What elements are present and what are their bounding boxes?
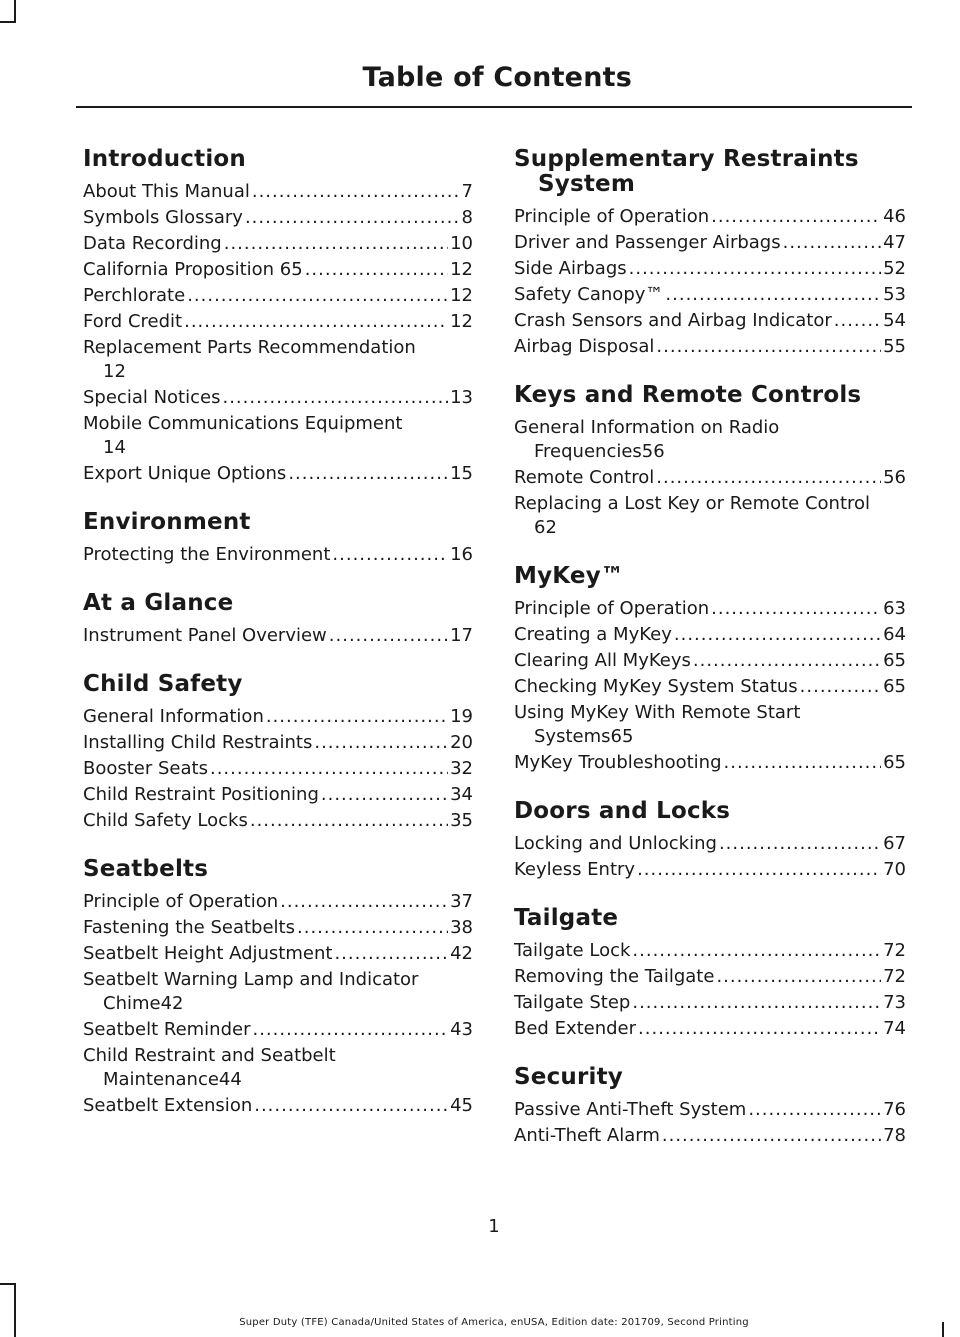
toc-entry[interactable] [514, 1124, 906, 1148]
dot-leader [719, 832, 881, 856]
dot-leader [748, 1098, 881, 1122]
toc-entry-label: About This Manual [83, 181, 250, 202]
dot-leader [250, 809, 448, 833]
toc-entry-page: 16 [450, 544, 473, 565]
dot-leader [629, 257, 881, 281]
dot-leader [254, 1094, 448, 1118]
toc-entry-page: 65 [610, 726, 634, 747]
dot-leader [184, 310, 448, 334]
toc-entry-label: Instrument Panel Overview [83, 625, 327, 646]
toc-section [514, 906, 906, 1041]
section-title-text: At a Glance [83, 590, 234, 616]
toc-entry-continuation-line [83, 992, 473, 1016]
toc-entry-label: Export Unique Options [83, 463, 287, 484]
dot-leader [222, 386, 448, 410]
toc-entry-page: 65 [883, 676, 906, 697]
dot-leader [305, 258, 448, 282]
toc-entry-label: Replacing a Lost Key or Remote Control [514, 493, 871, 514]
toc-entry-continuation-line [83, 436, 473, 460]
toc-entry-continuation-line [514, 440, 906, 464]
toc-entry-label: Anti-Theft Alarm [514, 1125, 660, 1146]
toc-entry-page: 73 [883, 992, 906, 1013]
toc-entry[interactable] [514, 939, 906, 963]
toc-entry-page: 43 [450, 1019, 473, 1040]
toc-entry-page: 35 [450, 810, 473, 831]
toc-entry-label: Creating a MyKey [514, 624, 672, 645]
toc-section [83, 147, 473, 486]
toc-entry[interactable] [83, 180, 473, 204]
toc-entry[interactable] [83, 462, 473, 486]
toc-entry[interactable] [514, 231, 906, 255]
toc-entry-label: Bed Extender [514, 1018, 637, 1039]
page-title: Table of Contents [362, 62, 632, 93]
toc-entry-label: Seatbelt Reminder [83, 1019, 251, 1040]
toc-entry-page: 13 [450, 387, 473, 408]
toc-entry-page: 37 [450, 891, 473, 912]
dot-leader [656, 466, 881, 490]
dot-leader [252, 1018, 448, 1042]
toc-entry[interactable] [514, 257, 906, 281]
section-title [83, 591, 473, 616]
dot-leader [674, 623, 881, 647]
toc-entry-page: 14 [103, 437, 126, 458]
toc-entry-page: 7 [461, 181, 473, 202]
toc-entry[interactable] [514, 858, 906, 882]
toc-entry-label: Airbag Disposal [514, 336, 655, 357]
toc-entry-label: General Information on Radio [514, 417, 780, 438]
toc-section [514, 383, 906, 540]
toc-entry-label-continuation: Chime [103, 993, 161, 1014]
toc-entry[interactable] [514, 623, 906, 647]
toc-entry-label: California Proposition 65 [83, 259, 303, 280]
toc-section [514, 1065, 906, 1148]
toc-entry-page: 8 [461, 207, 473, 228]
toc-section [514, 799, 906, 882]
section-title [514, 564, 906, 589]
dot-leader [638, 1017, 881, 1041]
toc-entry-page: 62 [534, 517, 557, 538]
dot-leader [665, 283, 881, 307]
section-title [514, 1065, 906, 1090]
toc-entry-label: Special Notices [83, 387, 221, 408]
toc-entry[interactable] [83, 942, 473, 966]
dot-leader [297, 916, 448, 940]
dot-leader [187, 284, 448, 308]
crop-mark [0, 1283, 16, 1285]
dot-leader [716, 965, 881, 989]
toc-entry-label: Principle of Operation [83, 891, 279, 912]
dot-leader [834, 309, 881, 333]
toc-entry[interactable] [83, 968, 473, 1016]
toc-entry[interactable] [514, 597, 906, 621]
toc-entry[interactable] [83, 258, 473, 282]
toc-entry-label: Seatbelt Warning Lamp and Indicator [83, 969, 419, 990]
toc-entry-page: 56 [641, 441, 665, 462]
toc-entry-page: 78 [883, 1125, 906, 1146]
toc-entry-label: Tailgate Lock [514, 940, 631, 961]
toc-entry[interactable] [83, 1044, 473, 1092]
toc-entry[interactable] [83, 412, 473, 460]
toc-entry[interactable] [514, 832, 906, 856]
section-title-text: Supplementary Restraints [514, 146, 859, 172]
toc-section [83, 672, 473, 833]
toc-section [514, 564, 906, 775]
section-title-text: Keys and Remote Controls [514, 382, 862, 408]
section-title [83, 672, 473, 697]
section-title [514, 799, 906, 824]
toc-entry-label-continuation: Systems [534, 726, 611, 747]
toc-section [83, 857, 473, 1118]
toc-entry-label: Fastening the Seatbelts [83, 917, 295, 938]
dot-leader [329, 624, 448, 648]
toc-entry-label: Ford Credit [83, 311, 183, 332]
toc-entry-page: 32 [450, 758, 473, 779]
toc-entry-label: Tailgate Step [514, 992, 631, 1013]
section-title-text: Doors and Locks [514, 798, 731, 824]
toc-entry[interactable] [514, 205, 906, 229]
toc-entry-page: 52 [883, 258, 906, 279]
toc-entry[interactable] [83, 705, 473, 729]
toc-entry-label: Principle of Operation [514, 206, 710, 227]
toc-entry-label: Passive Anti-Theft System [514, 1099, 747, 1120]
toc-entry-label-continuation: Maintenance [103, 1069, 219, 1090]
toc-entry-page: 10 [450, 233, 473, 254]
toc-section [83, 591, 473, 648]
toc-entry-page: 12 [450, 311, 473, 332]
toc-entry-page: 74 [883, 1018, 906, 1039]
toc-entry[interactable] [83, 809, 473, 833]
toc-entry-label: Seatbelt Height Adjustment [83, 943, 333, 964]
toc-entry[interactable] [83, 206, 473, 230]
toc-entry-label: Child Restraint and Seatbelt [83, 1045, 336, 1066]
toc-entry-label: Checking MyKey System Status [514, 676, 798, 697]
toc-entry-page: 64 [883, 624, 906, 645]
dot-leader [800, 675, 881, 699]
toc-entry-page: 12 [103, 361, 126, 382]
dot-leader [224, 232, 448, 256]
dot-leader [693, 649, 881, 673]
toc-entry-label: Child Restraint Positioning [83, 784, 319, 805]
dot-leader [711, 597, 881, 621]
dot-leader [334, 942, 448, 966]
toc-entry-page: 46 [883, 206, 906, 227]
dot-leader [632, 939, 881, 963]
toc-entry-page: 12 [450, 259, 473, 280]
dot-leader [656, 335, 881, 359]
section-title [514, 147, 906, 197]
crop-mark [14, 0, 16, 22]
toc-entry-label: Installing Child Restraints [83, 732, 313, 753]
toc-entry-continuation-line [83, 1068, 473, 1092]
toc-entry[interactable] [514, 416, 906, 464]
toc-entry[interactable] [514, 701, 906, 749]
toc-entry-label: Using MyKey With Remote Start [514, 702, 801, 723]
toc-entry[interactable] [83, 386, 473, 410]
toc-entry[interactable] [83, 310, 473, 334]
dot-leader [288, 462, 448, 486]
dot-leader [280, 890, 448, 914]
toc-entry-page: 12 [450, 285, 473, 306]
toc-entry-page: 38 [450, 917, 473, 938]
toc-entry-label: Principle of Operation [514, 598, 710, 619]
dot-leader [252, 180, 460, 204]
section-title [83, 510, 473, 535]
dot-leader [314, 731, 448, 755]
section-title-continuation: System [538, 171, 636, 197]
toc-entry[interactable] [514, 1098, 906, 1122]
toc-entry[interactable] [83, 757, 473, 781]
toc-left-column [83, 147, 473, 1120]
toc-section [83, 510, 473, 567]
toc-section [514, 147, 906, 359]
toc-entry-page: 53 [883, 284, 906, 305]
toc-entry[interactable] [83, 1094, 473, 1118]
dot-leader [321, 783, 448, 807]
toc-entry-page: 70 [883, 859, 906, 880]
toc-entry[interactable] [514, 1017, 906, 1041]
section-title-text: Seatbelts [83, 856, 209, 882]
dot-leader [662, 1124, 881, 1148]
dot-leader [711, 205, 881, 229]
toc-entry-page: 20 [450, 732, 473, 753]
toc-entry-label: Child Safety Locks [83, 810, 248, 831]
toc-entry[interactable] [83, 731, 473, 755]
toc-entry[interactable] [514, 675, 906, 699]
toc-entry-page: 65 [883, 650, 906, 671]
toc-entry[interactable] [514, 492, 906, 540]
toc-entry[interactable] [83, 543, 473, 567]
toc-entry-page: 19 [450, 706, 473, 727]
section-title [83, 147, 473, 172]
toc-entry-continuation-line [514, 725, 906, 749]
toc-right-column [514, 147, 906, 1150]
toc-entry-page: 67 [883, 833, 906, 854]
toc-entry[interactable] [514, 283, 906, 307]
toc-entry-continuation-line [83, 360, 473, 384]
toc-entry-label: Replacement Parts Recommendation [83, 337, 416, 358]
toc-entry-label: Removing the Tailgate [514, 966, 715, 987]
toc-entry-page: 42 [160, 993, 184, 1014]
section-title [514, 383, 906, 408]
toc-entry-page: 44 [218, 1069, 242, 1090]
toc-entry[interactable] [83, 284, 473, 308]
toc-entry-label: Remote Control [514, 467, 655, 488]
footer-edition-text: Super Duty (TFE) Canada/United States of America, enUSA, Edition date: 201709, Second Printing [239, 1317, 749, 1328]
toc-entry-label: Booster Seats [83, 758, 208, 779]
toc-entry[interactable] [514, 335, 906, 359]
toc-entry-label: Seatbelt Extension [83, 1095, 253, 1116]
toc-entry[interactable] [83, 890, 473, 914]
dot-leader [637, 858, 881, 882]
toc-entry-label: Mobile Communications Equipment [83, 413, 403, 434]
toc-entry[interactable] [514, 309, 906, 333]
toc-entry[interactable] [83, 624, 473, 648]
toc-entry-label: Driver and Passenger Airbags [514, 232, 781, 253]
toc-entry-label: Safety Canopy™ [514, 284, 664, 305]
toc-entry[interactable] [83, 336, 473, 384]
toc-entry-label: Locking and Unlocking [514, 833, 717, 854]
section-title [514, 906, 906, 931]
toc-entry[interactable] [83, 232, 473, 256]
section-title-text: Child Safety [83, 671, 243, 697]
toc-entry[interactable] [514, 965, 906, 989]
dot-leader [783, 231, 881, 255]
toc-entry-label: Protecting the Environment [83, 544, 331, 565]
dot-leader [245, 206, 460, 230]
toc-entry-label: Crash Sensors and Airbag Indicator [514, 310, 832, 331]
toc-entry[interactable] [514, 649, 906, 673]
toc-entry[interactable] [514, 466, 906, 490]
toc-entry-label: Perchlorate [83, 285, 186, 306]
toc-entry-label-continuation: Frequencies [534, 441, 642, 462]
section-title-text: Environment [83, 509, 251, 535]
section-title-text: MyKey™ [514, 563, 625, 589]
toc-entry-page: 15 [450, 463, 473, 484]
toc-entry-page: 63 [883, 598, 906, 619]
toc-entry-page: 65 [883, 752, 906, 773]
toc-entry[interactable] [83, 783, 473, 807]
toc-entry-label: Keyless Entry [514, 859, 636, 880]
toc-entry-page: 72 [883, 966, 906, 987]
page-number: 1 [488, 1216, 500, 1237]
toc-entry[interactable] [514, 991, 906, 1015]
toc-entry-page: 45 [450, 1095, 473, 1116]
toc-entry[interactable] [514, 751, 906, 775]
toc-entry-label: Data Recording [83, 233, 222, 254]
toc-entry-page: 56 [883, 467, 906, 488]
toc-entry-label: MyKey Troubleshooting [514, 752, 722, 773]
toc-entry-label: Clearing All MyKeys [514, 650, 691, 671]
toc-entry-continuation-line [514, 516, 906, 540]
toc-entry-page: 34 [450, 784, 473, 805]
crop-mark [14, 1283, 16, 1337]
toc-entry[interactable] [83, 916, 473, 940]
toc-entry-page: 42 [450, 943, 473, 964]
toc-entry-page: 17 [450, 625, 473, 646]
toc-entry[interactable] [83, 1018, 473, 1042]
dot-leader [210, 757, 448, 781]
section-title-text: Introduction [83, 146, 246, 172]
section-title-text: Tailgate [514, 905, 619, 931]
toc-entry-label: Symbols Glossary [83, 207, 243, 228]
section-title [83, 857, 473, 882]
toc-entry-label: General Information [83, 706, 264, 727]
toc-entry-label: Side Airbags [514, 258, 627, 279]
dot-leader [632, 991, 881, 1015]
toc-entry-page: 72 [883, 940, 906, 961]
crop-mark [0, 21, 16, 23]
section-title-text: Security [514, 1064, 623, 1090]
dot-leader [724, 751, 882, 775]
toc-entry-page: 76 [883, 1099, 906, 1120]
toc-entry-page: 55 [883, 336, 906, 357]
header-divider [76, 106, 912, 108]
dot-leader [266, 705, 448, 729]
toc-entry-page: 47 [883, 232, 906, 253]
dot-leader [332, 543, 448, 567]
toc-entry-page: 54 [883, 310, 906, 331]
